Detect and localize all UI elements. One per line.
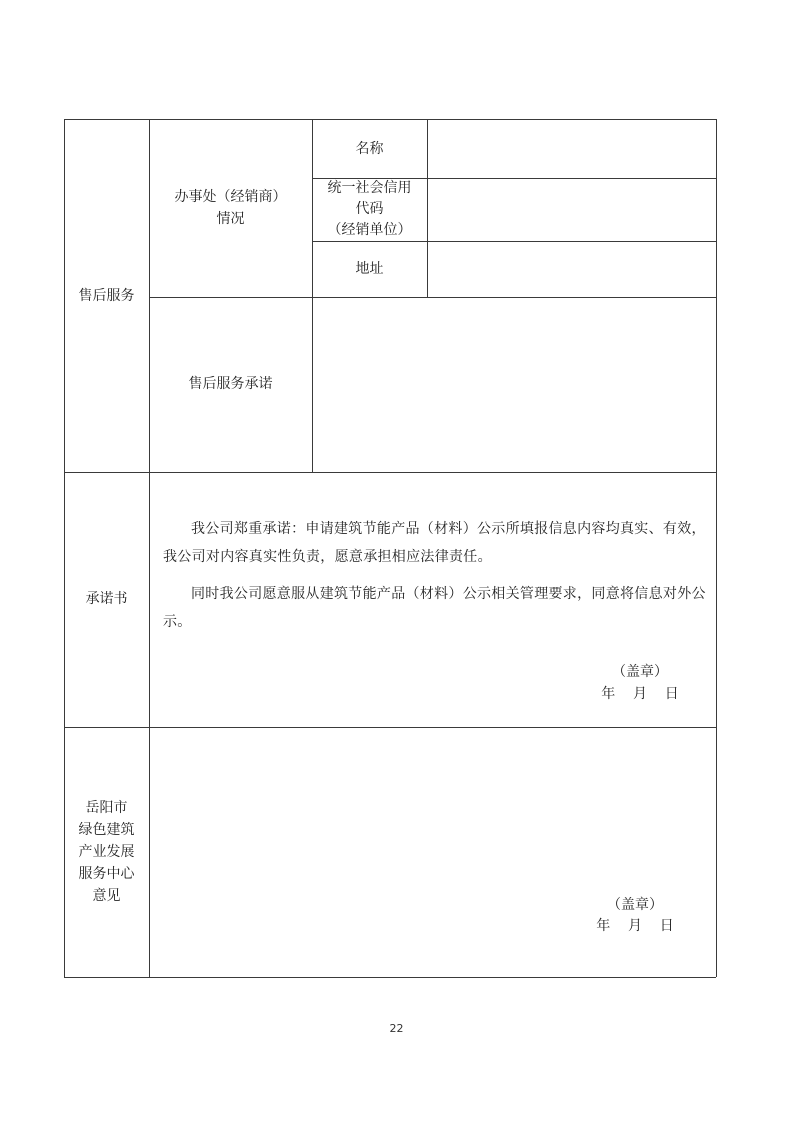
credit-code-label-line2: 代码	[355, 201, 384, 217]
table-border-bottom	[64, 977, 716, 978]
commitment-date: 年 月 日	[601, 686, 679, 702]
after-sales-promise-label: 售后服务承诺	[188, 376, 273, 392]
center-label-line1: 岳阳市	[85, 800, 128, 816]
credit-row-divider	[312, 241, 716, 242]
after-sales-column-divider	[312, 119, 313, 472]
after-sales-section-divider	[64, 472, 716, 473]
center-opinion-date: 年 月 日	[596, 918, 674, 934]
center-opinion-label	[64, 797, 149, 907]
center-label-line2: 绿色建筑	[78, 822, 135, 838]
office-subtable-divider	[427, 119, 428, 297]
table-border-top	[64, 119, 716, 120]
commitment-paragraph-1: 我公司郑重承诺：申请建筑节能产品（材料）公示所填报信息内容均真实、有效，我公司对内容真实性负责，愿意承担相应法律责任。	[163, 521, 706, 565]
after-sales-section-label: 售后服务	[78, 288, 135, 304]
label-column-divider	[149, 119, 150, 977]
office-label-line2: 情况	[216, 211, 245, 227]
credit-code-label-line1: 统一社会信用	[327, 180, 412, 196]
office-situation-label	[149, 186, 312, 230]
center-label-line3: 产业发展	[78, 844, 135, 860]
center-label-line5: 意见	[92, 888, 121, 904]
center-label-line4: 服务中心	[78, 866, 135, 882]
commitment-seal: （盖章）	[612, 664, 668, 680]
office-label-line1: 办事处（经销商）	[174, 189, 287, 205]
center-opinion-seal: （盖章）	[607, 897, 663, 913]
page-number: 22	[389, 1022, 404, 1035]
credit-code-label-line3: （经销单位）	[327, 222, 412, 238]
commitment-section-divider	[64, 727, 716, 728]
name-label: 名称	[355, 141, 384, 157]
credit-code-label	[312, 178, 427, 241]
commitment-paragraph-2: 同时我公司愿意服从建筑节能产品（材料）公示相关管理要求，同意将信息对外公示。	[163, 586, 706, 630]
commitment-section-label: 承诺书	[85, 591, 128, 607]
address-label: 地址	[355, 261, 384, 277]
table-border-right	[716, 119, 717, 977]
office-row-divider	[149, 297, 716, 298]
